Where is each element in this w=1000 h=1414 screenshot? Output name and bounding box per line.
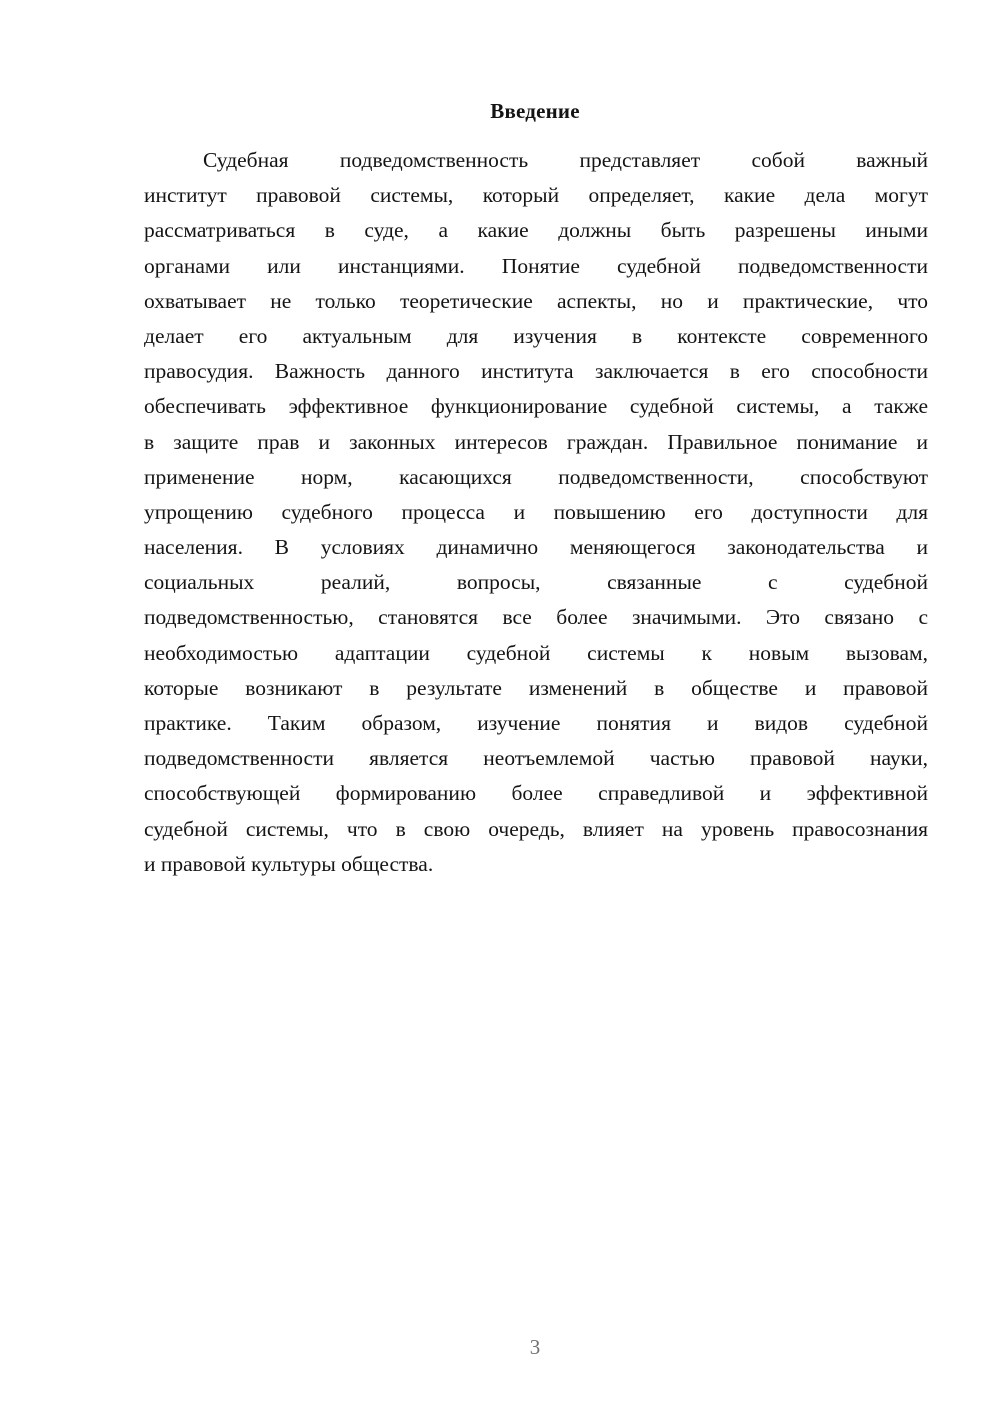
text-line: подведомственности является неотъемлемой частью правовой науки,	[144, 746, 928, 771]
text-line: делает его актуальным для изучения в контексте современного	[144, 323, 928, 348]
text-line: в защите прав и законных интересов граждан. Правильное понимание и	[144, 429, 928, 454]
text-line: необходимостью адаптации судебной системы к новым вызовам,	[144, 640, 928, 665]
text-line: населения. В условиях динамично меняющегося законодательства и	[144, 535, 928, 560]
text-line: обеспечивать эффективное функционирование судебной системы, а также	[144, 394, 928, 419]
text-line: Судебная подведомственность представляет собой важный	[203, 148, 928, 172]
text-line: судебной системы, что в свою очередь, влияет на уровень правосознания	[144, 816, 928, 841]
text-line: подведомственностью, становятся все более значимыми. Это связано с	[144, 605, 928, 630]
text-line: охватывает не только теоретические аспекты, но и практические, что	[144, 288, 928, 313]
body-paragraph	[144, 143, 928, 882]
text-line: социальных реалий, вопросы, связанные с судебной	[144, 570, 928, 595]
text-line: органами или инстанциями. Понятие судебной подведомственности	[144, 253, 928, 278]
text-line: применение норм, касающихся подведомственности, способствуют	[144, 464, 928, 489]
text-line: способствующей формированию более справедливой и эффективной	[144, 781, 928, 806]
page-number: 3	[529, 1335, 541, 1359]
text-line: практике. Таким образом, изучение понятия и видов судебной	[144, 711, 928, 735]
text-line: правосудия. Важность данного института заключается в его способности	[144, 359, 928, 384]
text-line: институт правовой системы, который определяет, какие дела могут	[144, 183, 928, 208]
text-line: и правовой культуры общества.	[144, 851, 434, 876]
text-line: упрощению судебного процесса и повышению его доступности для	[144, 499, 928, 524]
section-heading: Введение	[490, 99, 580, 123]
text-line: рассматриваться в суде, а какие должны быть разрешены иными	[144, 218, 928, 243]
text-line: которые возникают в результате изменений в обществе и правовой	[144, 675, 928, 700]
